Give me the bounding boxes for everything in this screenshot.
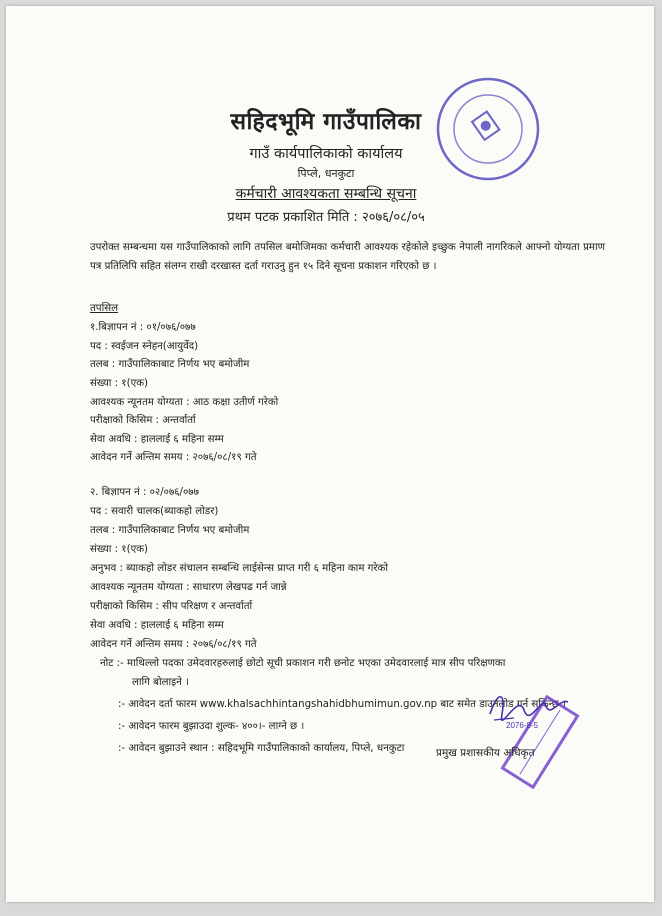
post2-line: पद : सवारी चालक(ब्याकहो लोडर) bbox=[90, 506, 219, 517]
post2-line: परीक्षाको किसिम : सीप परिक्षण र अन्तर्वार्ता bbox=[90, 601, 253, 612]
notice-document bbox=[6, 6, 654, 902]
post1-line: परीक्षाको किसिम : अन्तर्वार्ता bbox=[90, 415, 196, 426]
bullet-line: :- आवेदन दर्ता फारम www.khalsachhintangshahidbhumimun.gov.np बाट समेत डाउनलोड गर्न सकिन्छ । bbox=[118, 699, 566, 710]
post2-line: २. बिज्ञापन नं : ०२/०७६/०७७ bbox=[90, 487, 199, 498]
post2-line: अनुभव : ब्याकहो लोडर संचालन सम्बन्धि लाईसेन्स प्राप्त गरी ६ महिना काम गरेको bbox=[90, 563, 389, 574]
post2-line: आवश्यक न्यूनतम योग्यता : साधारण लेखपढ गर्न जान्ने bbox=[90, 582, 287, 593]
intro-paragraph: उपरोक्त सम्बन्धमा यस गाउँपालिकाको लागि तपसिल बमोजिमका कर्मचारी आवश्यक रहेकोले इच्छुक नेपाली नागरिकले आफ्नो योग्यता प्रमाण पत्र प्रतिलिपि सहित संलग्न राखी दरखास्त दर्ता गराउनु हुन १५ दिने सूचना प्रकाशन गरिएको छ । bbox=[90, 242, 605, 272]
note-line: नोट :- माथिल्लो पदका उमेदवारहरुलाई छोटो सूची प्रकाशन गरी छनोट भएका उमेदवारलाई मात्र सीप परिक्षणका bbox=[100, 658, 506, 669]
bullet-line: :- आवेदन बुझाउने स्थान : सहिदभूमि गाउँपालिकाको कार्यालय, पिप्ले, धनकुटा bbox=[118, 743, 405, 754]
signature-icon bbox=[484, 684, 574, 730]
office-name: गाउँ कार्यपालिकाको कार्यालय bbox=[249, 146, 403, 162]
post2-line: संख्या : १(एक) bbox=[90, 544, 149, 555]
notice-title: कर्मचारी आवश्यकता सम्बन्धि सूचना bbox=[235, 186, 417, 202]
note-line: लागि बोलाइने । bbox=[132, 677, 189, 688]
post1-line: आवेदन गर्ने अन्तिम समय : २०७६/०८/१९ गते bbox=[90, 452, 257, 463]
post1-line: संख्या : १(एक) bbox=[90, 378, 149, 389]
publish-date: प्रथम पटक प्रकाशित मिति : २०७६/०८/०५ bbox=[227, 210, 425, 225]
post2-line: सेवा अवधि : हाललाई ६ महिना सम्म bbox=[90, 620, 224, 631]
signature-date: 2076-8-5 bbox=[506, 721, 539, 730]
tapsil-label: तपसिल bbox=[90, 303, 119, 314]
post2-line: आवेदन गर्ने अन्तिम समय : २०७६/०८/१९ गते bbox=[90, 639, 257, 650]
post1-line: सेवा अवधि : हाललाई ६ महिना सम्म bbox=[90, 434, 224, 445]
post1-line: १.बिज्ञापन नं : ०१/०७६/०७७ bbox=[90, 322, 196, 333]
post1-line: पद : स्वईजन स्नेहन(आयुर्वेद) bbox=[90, 341, 199, 352]
post2-line: तलब : गाउँपालिकाबाट निर्णय भए बमोजीम bbox=[90, 525, 250, 536]
org-name: सहिदभूमि गाउँपालिका bbox=[230, 109, 422, 135]
office-address: पिप्ले, धनकुटा bbox=[297, 167, 355, 180]
signatory-title: प्रमुख प्रशासकीय अधिकृत bbox=[436, 747, 535, 759]
post1-line: तलब : गाउँपालिकाबाट निर्णय भए बमोजीम bbox=[90, 359, 250, 370]
bullet-line: :- आवेदन फारम बुझाउदा शुल्क- ४००।- लाग्ने छ । bbox=[118, 721, 305, 732]
post1-line: आवश्यक न्यूनतम योग्यता : आठ कक्षा उतीर्ण गरेको bbox=[90, 397, 279, 408]
